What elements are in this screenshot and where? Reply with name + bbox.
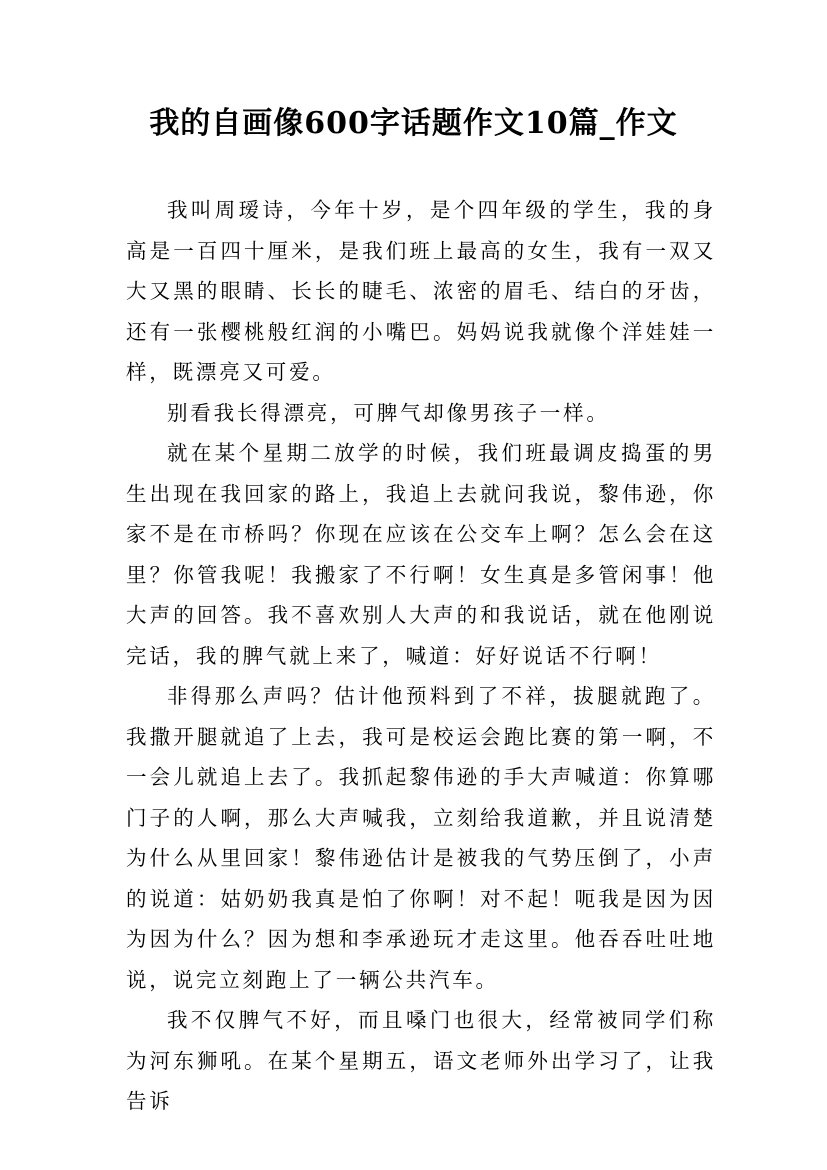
paragraph: 就在某个星期二放学的时候，我们班最调皮捣蛋的男生出现在我回家的路上，我追上去就问我说，黎伟逊，你家不是在市桥吗？你现在应该在公交车上啊？怎么会在这里？你管我呢！我搬家了不行啊！女生真是多管闲事！他大声的回答。我不喜欢别人大声的和我说话，就在他刚说完话，我的脾气就上来了，喊道：好好说话不行啊！ [126,441,716,668]
document-body [126,190,716,1122]
paragraph: 别看我长得漂亮，可脾气却像男孩子一样。 [167,400,610,425]
paragraph: 非得那么声吗？估计他预料到了不祥，拔腿就跑了。我撒开腿就追了上去，我可是校运会跑比赛的第一啊，不一会儿就追上去了。我抓起黎伟逊的手大声喊道：你算哪门子的人啊，那么大声喊我，立刻给我道歉，并且说清楚为什么从里回家！黎伟逊估计是被我的气势压倒了，小声的说道：姑奶奶我真是怕了你啊！对不起！呃我是因为因为因为什么？因为想和李承逊玩才走这里。他吞吞吐吐地说，说完立刻跑上了一辆公共汽车。 [126,684,716,992]
paragraph: 我不仅脾气不好，而且嗓门也很大，经常被同学们称为河东狮吼。在某个星期五，语文老师外出学习了，让我告诉 [126,1008,716,1113]
document-title: 我的自画像600字话题作文10篇_作文 [149,106,678,141]
paragraph: 我叫周瑷诗，今年十岁，是个四年级的学生，我的身高是一百四十厘米，是我们班上最高的女生，我有一双又大又黑的眼睛、长长的睫毛、浓密的眉毛、结白的牙齿，还有一张樱桃般红润的小嘴巴。妈妈说我就像个洋娃娃一样，既漂亮又可爱。 [126,198,716,384]
